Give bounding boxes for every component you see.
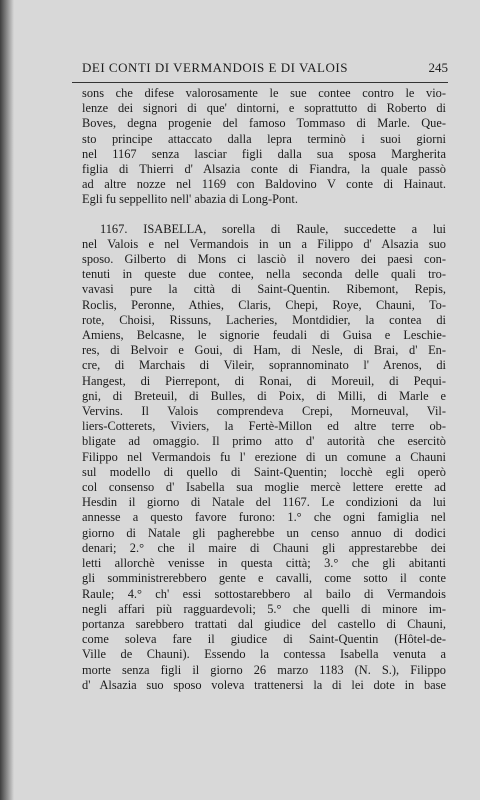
text-line: sons che difese valorosamente le sue contee contro le vio- (82, 86, 446, 100)
text-line: vavasi pure la città di Saint-Quentin. Ribemont, Repis, (82, 282, 446, 297)
text-line: sposo. Gilberto di Mons ci lasciò il novero dei paesi con- (82, 252, 446, 267)
text-line: res, di Belvoir e Goui, di Ham, di Nesle, di Brai, d' En- (82, 343, 446, 358)
text-line: nel 1167 senza lasciar figli dalla sua sposa Margherita (82, 146, 446, 161)
text-line: sto principe attaccato dalla lepra terminò i suoi giorni (82, 131, 446, 146)
text-line: Egli fu seppellito nell' abazia di Long-Pont. (82, 192, 298, 207)
text-line: ad altre nozze nel 1169 con Baldovino V conte di Hainaut. (82, 177, 446, 192)
text-line: gni, di Breteuil, di Bulles, di Poix, di Milli, di Marle e (82, 388, 446, 403)
text-line: letti allorchè venisse in questa città; 3.° che gli abitanti (82, 556, 446, 571)
text-line: Hangest, di Pierrepont, di Ronai, di Moreuil, di Pequi- (82, 373, 446, 388)
text-line: Amiens, Belcasne, le signorie feudali di Guisa e Leschie- (82, 328, 446, 343)
text-line: nel Valois e nel Vermandois in un a Filippo d' Alsazia suo (82, 236, 446, 251)
text-line: denari; 2.° che il maire di Chauni gli apprestarebbe dei (82, 540, 446, 555)
paragraph-1 (82, 86, 446, 208)
text-line: Raule; 4.° ch' essi sottostarebbero al bailo di Vermandois (82, 586, 446, 601)
text-line: come soleva fare il giudice di Saint-Quentin (Hôtel-de- (82, 632, 446, 647)
paragraph-gap (82, 208, 446, 222)
text-line: 1167. ISABELLA, sorella di Raule, succedette a lui (100, 221, 446, 236)
page-header (72, 60, 448, 82)
paragraph-2 (82, 222, 446, 693)
text-line: Boves, degna progenie del famoso Tommaso di Marle. Que- (82, 116, 446, 131)
text-line: Roclis, Peronne, Athies, Claris, Chepi, Roye, Chauni, To- (82, 297, 446, 312)
text-line: giorno di Natale gli pagherebbe un censo annuo di dodici (82, 525, 446, 540)
text-line: Filippo nel Vermandois fu l' erezione di un comune a Chauni (82, 449, 446, 464)
text-line: morte senza figli il giorno 26 marzo 1183 (N. S.), Filippo (82, 662, 446, 677)
text-line: portanza sarebbero trattati dal giudice del castello di Chauni, (82, 616, 446, 631)
text-line: bligate ad omaggio. Il primo atto d' autorità che esercitò (82, 434, 446, 449)
header-rule (72, 82, 448, 83)
text-line: liers-Cotterets, Viviers, la Fertè-Millon ed altre terre ob- (82, 419, 446, 434)
text-line: rote, Choisi, Rissuns, Lacheries, Montdidier, la contea di (82, 312, 446, 327)
text-line: col consenso d' Isabella sua moglie mercè lettere erette ad (82, 480, 446, 495)
text-line: cre, di Marchais di Vileir, soprannominato l' Arenos, di (82, 358, 446, 373)
text-line: d' Alsazia suo sposo voleva trattenersi la di lei dote in base (82, 677, 446, 692)
page-number: 245 (428, 60, 448, 75)
body-text (82, 86, 446, 693)
spine-shadow (0, 0, 14, 800)
text-line: tenuti in queste due contee, nella seconda delle quali tro- (82, 267, 446, 282)
text-line: Ville de Chauni). Essendo la contessa Isabella venuta a (82, 647, 446, 662)
text-line: negli affari più ragguardevoli; 5.° che quelli di minore im- (82, 601, 446, 616)
text-line: Hesdin il giorno di Natale del 1167. Le condizioni da lui (82, 495, 446, 510)
text-line: figlia di Thierri d' Alsazia conte di Fiandra, la quale passò (82, 162, 446, 177)
text-line: sul modello di quello di Saint-Quentin; locchè egli operò (82, 464, 446, 479)
text-line: annesse a questo favore furono: 1.° che ogni famiglia nel (82, 510, 446, 525)
text-line: lenze dei signori di que' dintorni, e soprattutto di Roberto di (82, 101, 446, 116)
running-title: DEI CONTI DI VERMANDOIS E DI VALOIS (82, 60, 348, 75)
text-line: Vervins. Il Valois comprendeva Crepi, Morneuval, Vil- (82, 404, 446, 419)
text-line: gli somministrerebbero gente e cavalli, come sotto il conte (82, 571, 446, 586)
